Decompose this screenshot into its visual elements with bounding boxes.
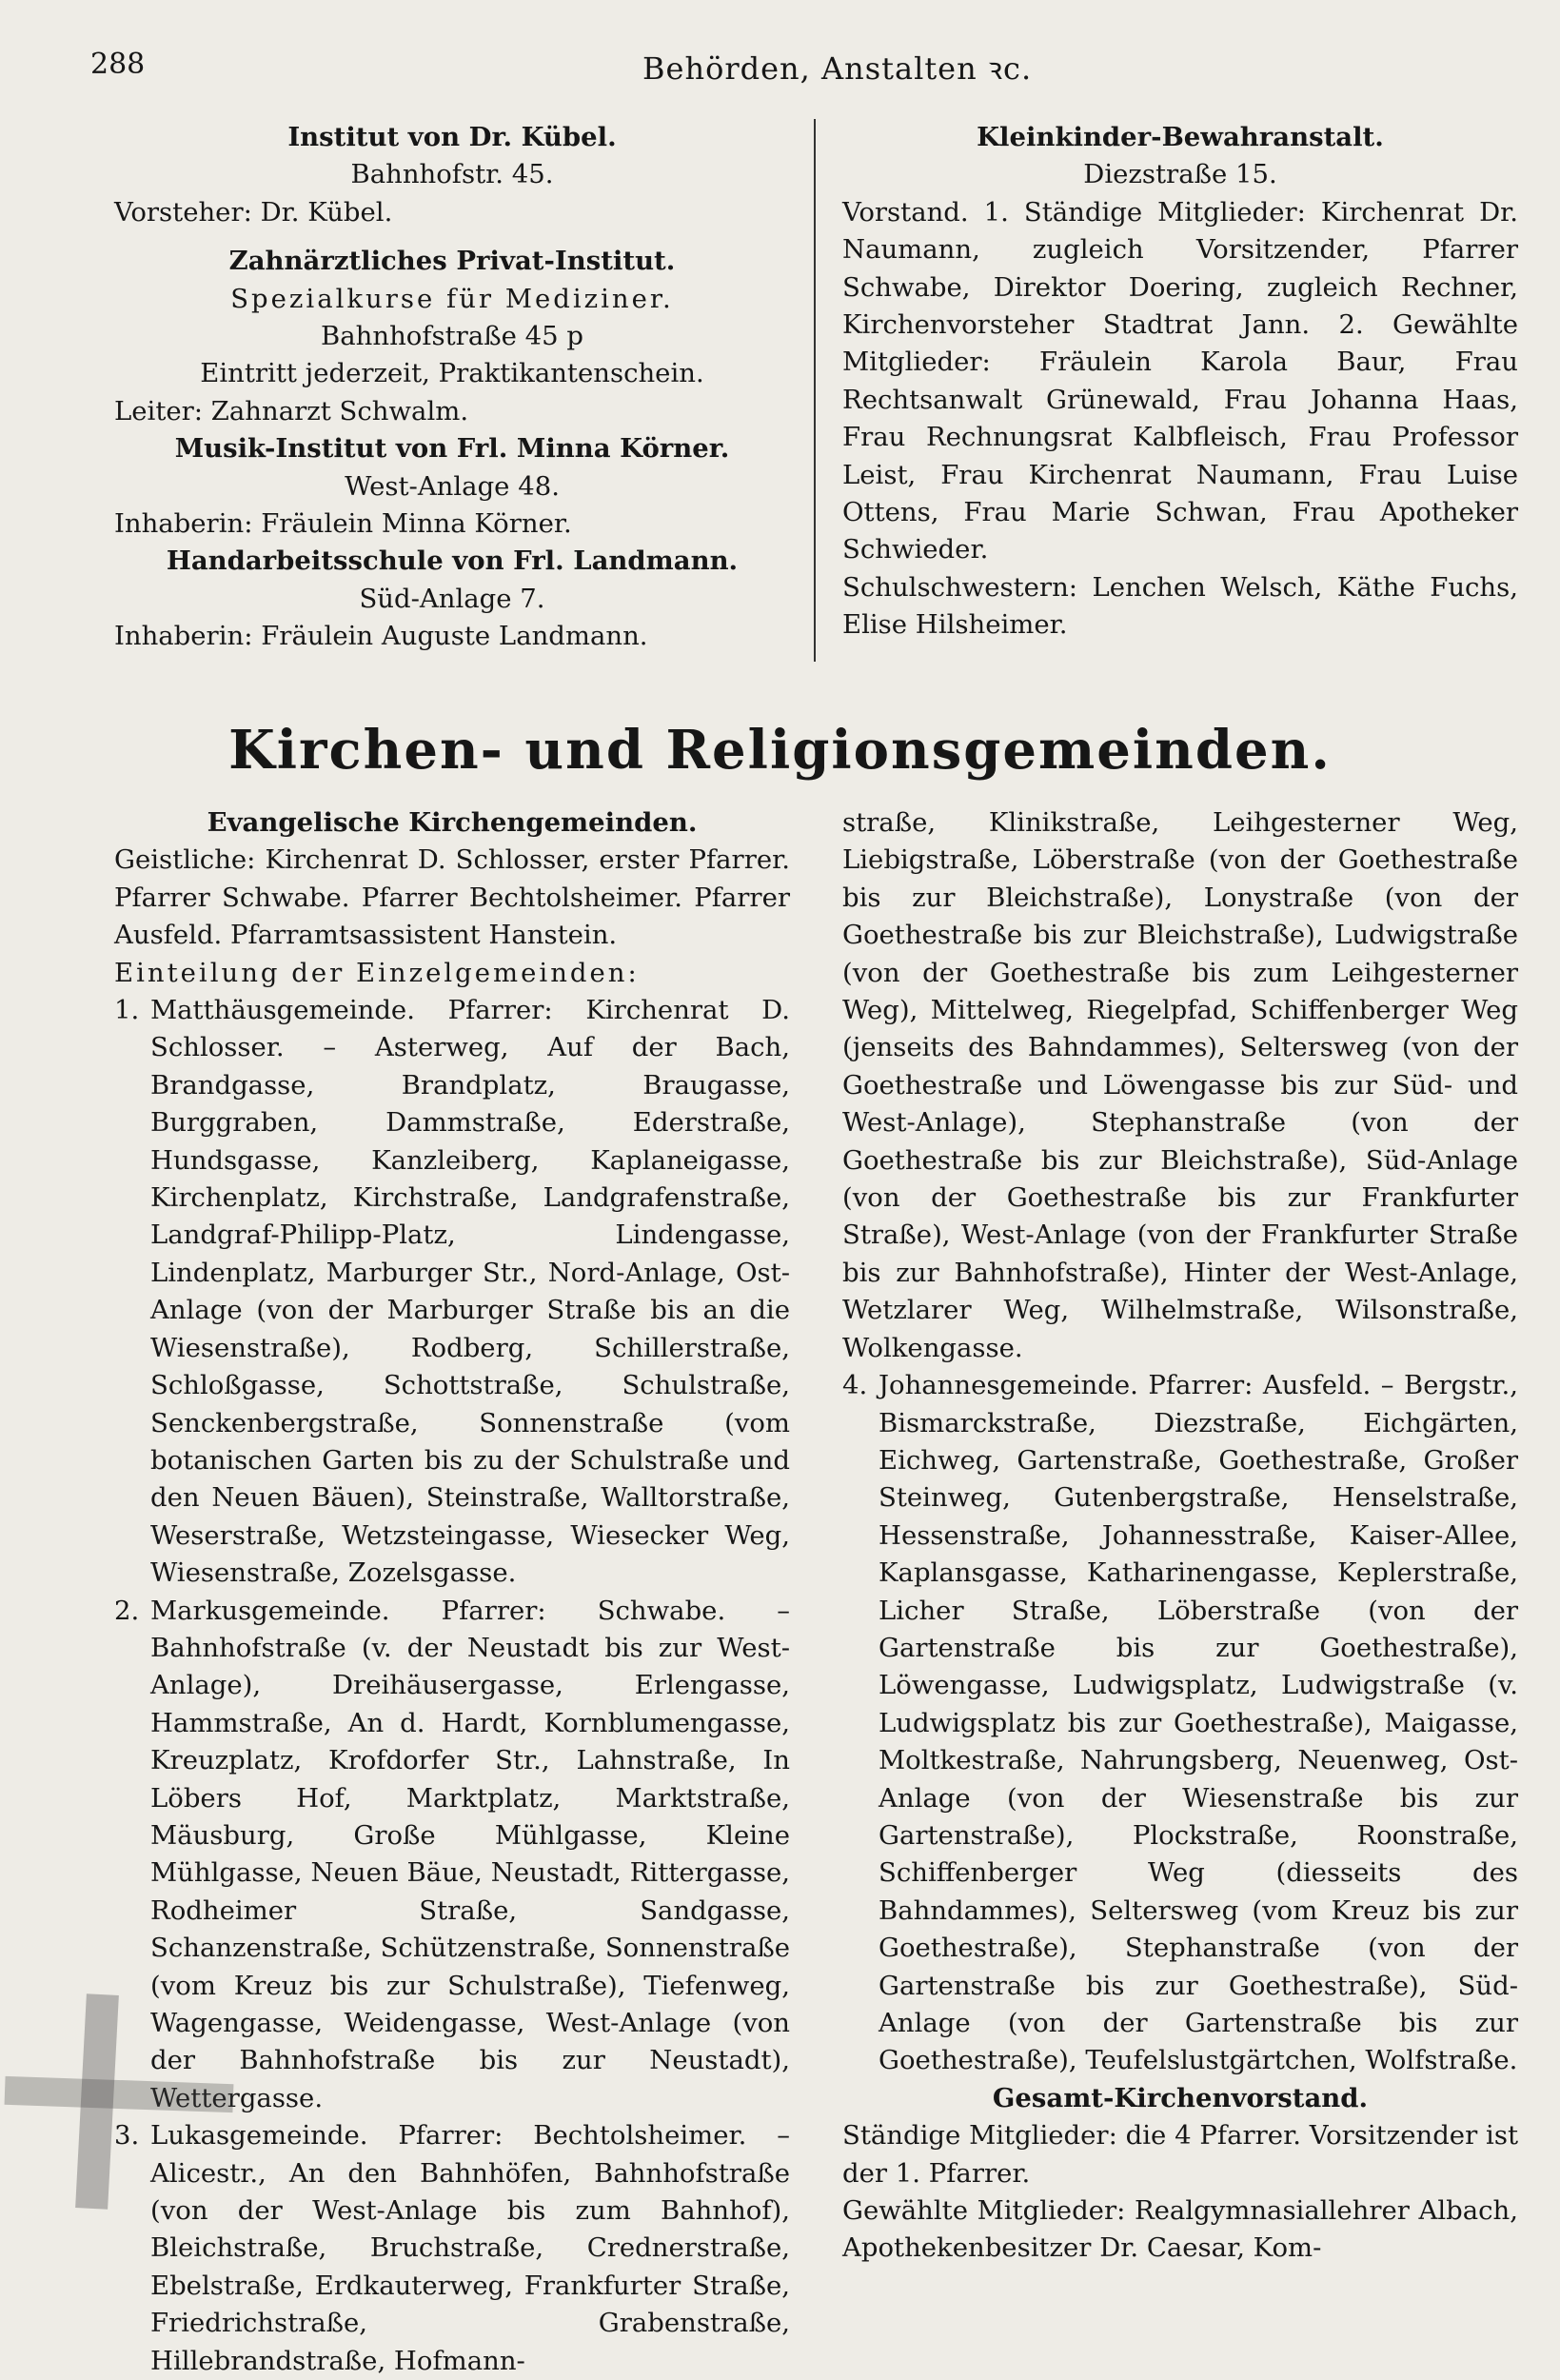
kindergarten-info-line: Vorstand. 1. Ständige Mitglieder: Kirchenrat Dr. Naumann, zugleich Vorsitzender, Pfarrer Schwabe, Direktor Doering, zugleich Rechner, Kirchenvorsteher Stadtrat Jann. 2. Gewählte Mitglieder: Fräulein Karola Baur, Frau Rechtsanwalt Grünewald, Frau Johanna Haas, Frau Rechnungsrat Kalbfleisch, Frau Professor Leist, Frau Kirchenrat Naumann, Frau Luise Ottens, Frau Marie Schwan, Frau Apotheker Schwieder. (842, 196, 1518, 565)
kindergarten-info-line: Kleinkinder-Bewahranstalt. (977, 122, 1384, 152)
institute-info-line: Vorsteher: Dr. Kübel. (114, 196, 393, 228)
page-header (90, 48, 1461, 105)
elected-members: Gewählte Mitglieder: Realgymnasiallehrer Albach, Apothekenbesitzer Dr. Caesar, Kom- (842, 2195, 1518, 2264)
institute-info-line: West-Anlage 48. (345, 470, 560, 502)
list-item (114, 1593, 790, 2118)
parish-list (114, 992, 790, 2380)
clergy-paragraph: Geistliche: Kirchenrat D. Schlosser, erster Pfarrer. Pfarrer Schwabe. Pfarrer Bechtolsheimer. Pfarrer Ausfeld. Pfarramtsassistent Hanstein. (114, 844, 790, 951)
right-column-bottom (842, 804, 1518, 2268)
institute-info-line: Zahnärztliches Privat-Institut. (228, 246, 676, 277)
item-text: Lukasgemeinde. Pfarrer: Bechtolsheimer. – Alicestr., An den Bahnhöfen, Bahnhofstraße (von der West-Anlage bis zum Bahnhof), Bleichstraße, Bruchstraße, Crednerstraße, Ebelstraße, Erdkauterweg, Frankfurter Straße, Friedrichstraße, Grabenstraße, Hillebrandstraße, Hofmann- (150, 2120, 790, 2376)
item-number: 1. (114, 995, 140, 1026)
evangelical-heading: Evangelische Kirchengemeinden. (207, 807, 698, 838)
kindergarten-info-line: Diezstraße 15. (1083, 159, 1277, 190)
kindergarten-info-line: Schulschwestern: Lenchen Welsch, Käthe Fuchs, Elise Hilsheimer. (842, 571, 1518, 641)
list-item (114, 992, 790, 1593)
board-heading: Gesamt-Kirchenvorstand. (992, 2082, 1369, 2113)
list-item (842, 1367, 1518, 2080)
running-title: Behörden, Anstalten ꝛc. (642, 50, 1033, 87)
page-number: 288 (90, 48, 146, 81)
institute-info-line: Bahnhofstr. 45. (350, 159, 554, 190)
item-text: Matthäusgemeinde. Pfarrer: Kirchenrat D. Schlosser. – Asterweg, Auf der Bach, Brandgasse, Brandplatz, Braugasse, Burggraben, Dammstraße, Ederstraße, Hundsgasse, Kanzleiberg, Kaplaneigasse, Kirchenplatz, Kirchstraße, Landgrafenstraße, Landgraf-Philipp-Platz, Lindengasse, Lindenplatz, Marburger Str., Nord-Anlage, Ost-Anlage (von der Marburger Straße bis an die Wiesenstraße), Rodberg, Schillerstraße, Schloßgasse, Schottstraße, Schulstraße, Senckenbergstraße, Sonnenstraße (vom botanischen Garten bis zu der Schulstraße und den Neuen Bäuen), Steinstraße, Walltorstraße, Weserstraße, Wetzsteingasse, Wiesecker Weg, Wiesenstraße, Zozelsgasse. (150, 995, 790, 1589)
column-divider (814, 119, 816, 662)
spacer (114, 231, 790, 243)
institute-info-line: Spezialkurse für Mediziner. (230, 283, 674, 314)
institute-info-line: Inhaberin: Fräulein Auguste Landmann. (114, 621, 648, 652)
institute-info-line: Handarbeitsschule von Frl. Landmann. (166, 545, 739, 577)
division-heading: Einteilung der Einzelgemeinden: (114, 957, 640, 988)
parish-continuation: straße, Klinikstraße, Leihgesterner Weg, Liebigstraße, Löberstraße (von der Goethestraße bis zur Bleichstraße), Lonystraße (von der Goethestraße bis zur Bleichstraße), Ludwigstraße (von der Goethestraße bis zum Leihgesterner Weg), Mittelweg, Riegelpfad, Schiffenberger Weg (jenseits des Bahndammes), Seltersweg (von der Goethestraße und Löwengasse bis zur Süd- und West-Anlage), Stephanstraße (von der Goethestraße bis zur Bleichstraße), Süd-Anlage (von der Goethestraße bis zur Frankfurter Straße), West-Anlage (von der Frankfurter Straße bis zur Bahnhofstraße), Hinter der West-Anlage, Wetzlarer Weg, Wilhelmstraße, Wilsonstraße, Wolkengasse. (842, 807, 1518, 1363)
item-number: 3. (114, 2120, 140, 2152)
institute-info-line: Institut von Dr. Kübel. (287, 122, 617, 152)
left-column-top (114, 119, 790, 656)
section-title: Kirchen- und Religionsgemeinden. (228, 719, 1332, 782)
institute-info-line: Leiter: Zahnarzt Schwalm. (114, 395, 469, 426)
permanent-members: Ständige Mitglieder: die 4 Pfarrer. Vorsitzender ist der 1. Pfarrer. (842, 2120, 1518, 2189)
parish-list-continued (842, 1367, 1518, 2080)
institute-info-line: Süd-Anlage 7. (359, 583, 545, 614)
institute-info-line: Musik-Institut von Frl. Minna Körner. (174, 433, 730, 465)
institute-info-line: Inhaberin: Fräulein Minna Körner. (114, 508, 572, 540)
institute-info-line: Bahnhofstraße 45 p (321, 321, 583, 352)
institute-info-line: Eintritt jederzeit, Praktikantenschein. (200, 358, 704, 389)
right-column-top (842, 119, 1518, 645)
item-text: Markusgemeinde. Pfarrer: Schwabe. – Bahnhofstraße (v. der Neustadt bis zur West-Anlage), Dreihäusergasse, Erlengasse, Hammstraße, An d. Hardt, Kornblumengasse, Kreuzplatz, Krofdorfer Str., Lahnstraße, In Löbers Hof, Marktplatz, Marktstraße, Mäusburg, Große Mühlgasse, Kleine Mühlgasse, Neuen Bäue, Neustadt, Rittergasse, Rodheimer Straße, Sandgasse, Schanzenstraße, Schützenstraße, Sonnenstraße (vom Kreuz bis zur Schulstraße), Tiefenweg, Wagengasse, Weidengasse, West-Anlage (von der Bahnhofstraße bis zur Neustadt), Wettergasse. (150, 1595, 790, 2113)
list-item (114, 2117, 790, 2380)
item-number: 2. (114, 1595, 140, 1626)
left-column-bottom (114, 804, 790, 2380)
item-number: 4. (842, 1370, 868, 1401)
item-text: Johannesgemeinde. Pfarrer: Ausfeld. – Bergstr., Bismarckstraße, Diezstraße, Eichgärten, Eichweg, Gartenstraße, Goethestraße, Großer Steinweg, Gutenbergstraße, Henselstraße, Hessenstraße, Johannesstraße, Kaiser-Allee, Kaplansgasse, Katharinengasse, Keplerstraße, Licher Straße, Löberstraße (von der Gartenstraße bis zur Goethestraße), Löwengasse, Ludwigsplatz, Ludwigstraße (v. Ludwigsplatz bis zur Goethestraße), Maigasse, Moltkestraße, Nahrungsberg, Neuenweg, Ost-Anlage (von der Wiesenstraße bis zur Gartenstraße), Plockstraße, Roonstraße, Schiffenberger Weg (diesseits des Bahndammes), Seltersweg (vom Kreuz bis zur Goethestraße), Stephanstraße (von der Gartenstraße bis zur Goethestraße), Süd-Anlage (von der Gartenstraße bis zur Goethestraße), Teufelslustgärtchen, Wolfstraße. (879, 1370, 1518, 2076)
